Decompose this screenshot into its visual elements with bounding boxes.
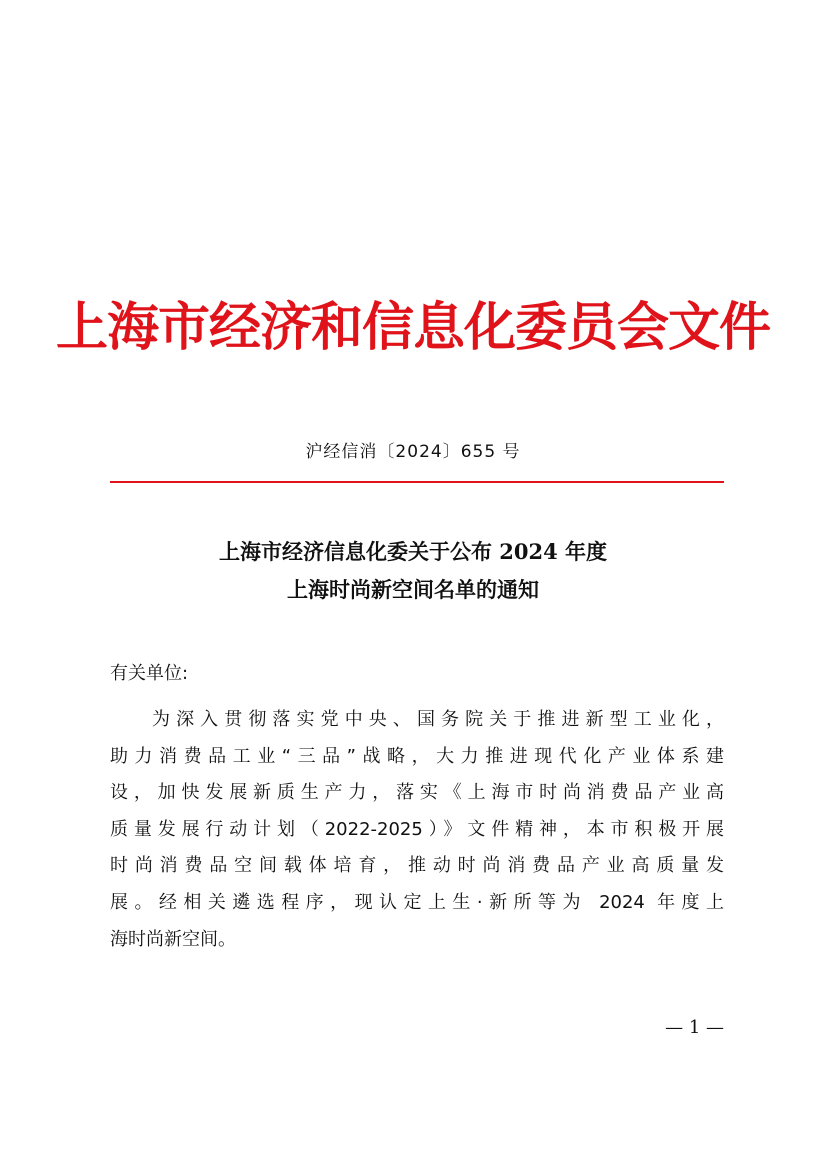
document-number: 沪经信消〔2024〕655 号	[305, 442, 521, 462]
body-line: 海时尚新空间。	[110, 928, 236, 950]
body-line: 设，加快发展新质生产力，落实《上海市时尚消费品产业高	[110, 782, 724, 804]
header-divider	[110, 481, 724, 483]
body-line: 时尚消费品空间载体培育，推动时尚消费品产业高质量发	[110, 855, 724, 877]
page-number: — 1 —	[665, 1017, 724, 1038]
organization-header: 上海市经济和信息化委员会文件	[55, 297, 770, 358]
salutation: 有关单位:	[110, 663, 189, 684]
notice-title-line: 上海时尚新空间名单的通知	[287, 577, 539, 602]
body-line: 为深入贯彻落实党中央、国务院关于推进新型工业化，	[152, 709, 724, 730]
notice-title	[0, 533, 826, 609]
body-paragraph	[110, 702, 724, 958]
body-line: 展。经相关遴选程序，现认定上生·新所等为 2024 年度上	[110, 891, 724, 913]
body-line: 质量发展行动计划（2022-2025）》文件精神，本市积极开展	[110, 818, 724, 840]
notice-title-line: 上海市经济信息化委关于公布 2024 年度	[218, 539, 608, 564]
body-line: 助力消费品工业“三品”战略，大力推进现代化产业体系建	[110, 745, 724, 767]
